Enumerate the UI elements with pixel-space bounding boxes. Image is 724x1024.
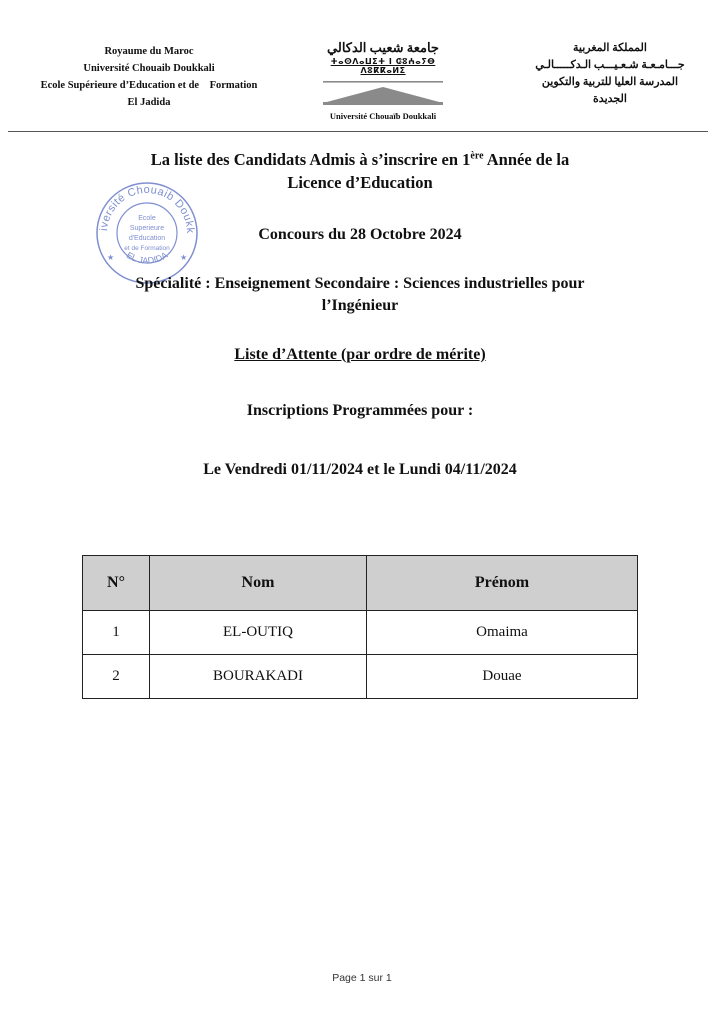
svg-text:EL JADIDA	[125, 250, 170, 266]
header-left-line: El Jadida	[127, 97, 171, 108]
cell-number: 1	[83, 611, 150, 655]
column-header-number: N°	[83, 556, 150, 611]
stamp-city-text: EL JADIDA	[124, 249, 170, 266]
stamp-ring-text: iversité Chouaib Doukk	[98, 183, 197, 234]
table-header-row	[83, 556, 638, 611]
header-left-block	[14, 43, 284, 111]
stamp-inner-line: d'Education	[128, 235, 166, 242]
candidates-table	[82, 555, 638, 699]
cell-nom: BOURAKADI	[150, 655, 367, 699]
stamp-inner-line: Ecole	[138, 215, 156, 222]
title-line2: Licence d’Education	[287, 173, 433, 192]
column-header-prenom: Prénom	[367, 556, 638, 611]
title-line1: La liste des Candidats Admis à s’inscrire en 1	[150, 150, 471, 169]
header-left-line: Ecole Supérieure d’Education et de Formation	[40, 80, 258, 91]
header-left-line: Université Chouaib Doukkali	[83, 63, 215, 74]
title-line1-end: Année de la	[483, 150, 570, 169]
stamp-star-icon: ★	[180, 253, 188, 262]
university-name-arabic: جامعة شعيب الدكالي	[327, 40, 439, 55]
cell-number: 2	[83, 655, 150, 699]
stamp-inner-line: Superieure	[129, 225, 165, 232]
contest-date: Concours du 28 Octobre 2024	[258, 226, 462, 243]
official-stamp	[94, 180, 200, 286]
waitlist-heading: Liste d’Attente (par ordre de mérite)	[234, 346, 486, 363]
header-divider	[8, 131, 708, 132]
cell-nom: EL-OUTIQ	[150, 611, 367, 655]
header-right-line: المملكة المغربية	[573, 42, 647, 54]
header-right-line: المدرسة العليا للتربية والتكوين	[541, 76, 679, 88]
cell-prenom: Douae	[367, 655, 638, 699]
speciality	[70, 273, 650, 317]
table-row	[83, 655, 638, 699]
stamp-star-icon: ★	[107, 253, 115, 262]
university-name-tifinagh: ⵜⴰⵙⴷⴰⵡⵉⵜ ⵏ ⵛⵓⵄⴰⵢⴱ ⴷⵓⴽⴽⴰⵍⵉ	[330, 57, 436, 75]
table-row	[83, 611, 638, 655]
inscription-dates: Le Vendredi 01/11/2024 et le Lundi 04/11/2024	[203, 461, 517, 478]
stamp-inner-line: et de Formation	[124, 245, 170, 252]
column-header-nom: Nom	[150, 556, 367, 611]
title-superscript: ère	[470, 150, 484, 162]
speciality-line2: l’Ingénieur	[321, 297, 399, 314]
university-logo	[318, 81, 448, 110]
inscriptions-heading: Inscriptions Programmées pour :	[246, 402, 474, 419]
speciality-line1: Spécialité : Enseignement Secondaire : Sciences industrielles pour	[135, 275, 585, 292]
header-center-block	[318, 40, 448, 121]
university-name-latin: Université Chouaïb Doukkali	[329, 111, 437, 121]
header-right-line: الجديدة	[593, 93, 627, 105]
page-number: Page 1 sur 1	[332, 972, 392, 984]
header-right-line: جـــامـعـة شـعـيـــب الـدكـــــالـي	[535, 59, 685, 71]
header-left-line: Royaume du Maroc	[104, 46, 194, 57]
cell-prenom: Omaima	[367, 611, 638, 655]
header-right-block	[510, 40, 710, 108]
